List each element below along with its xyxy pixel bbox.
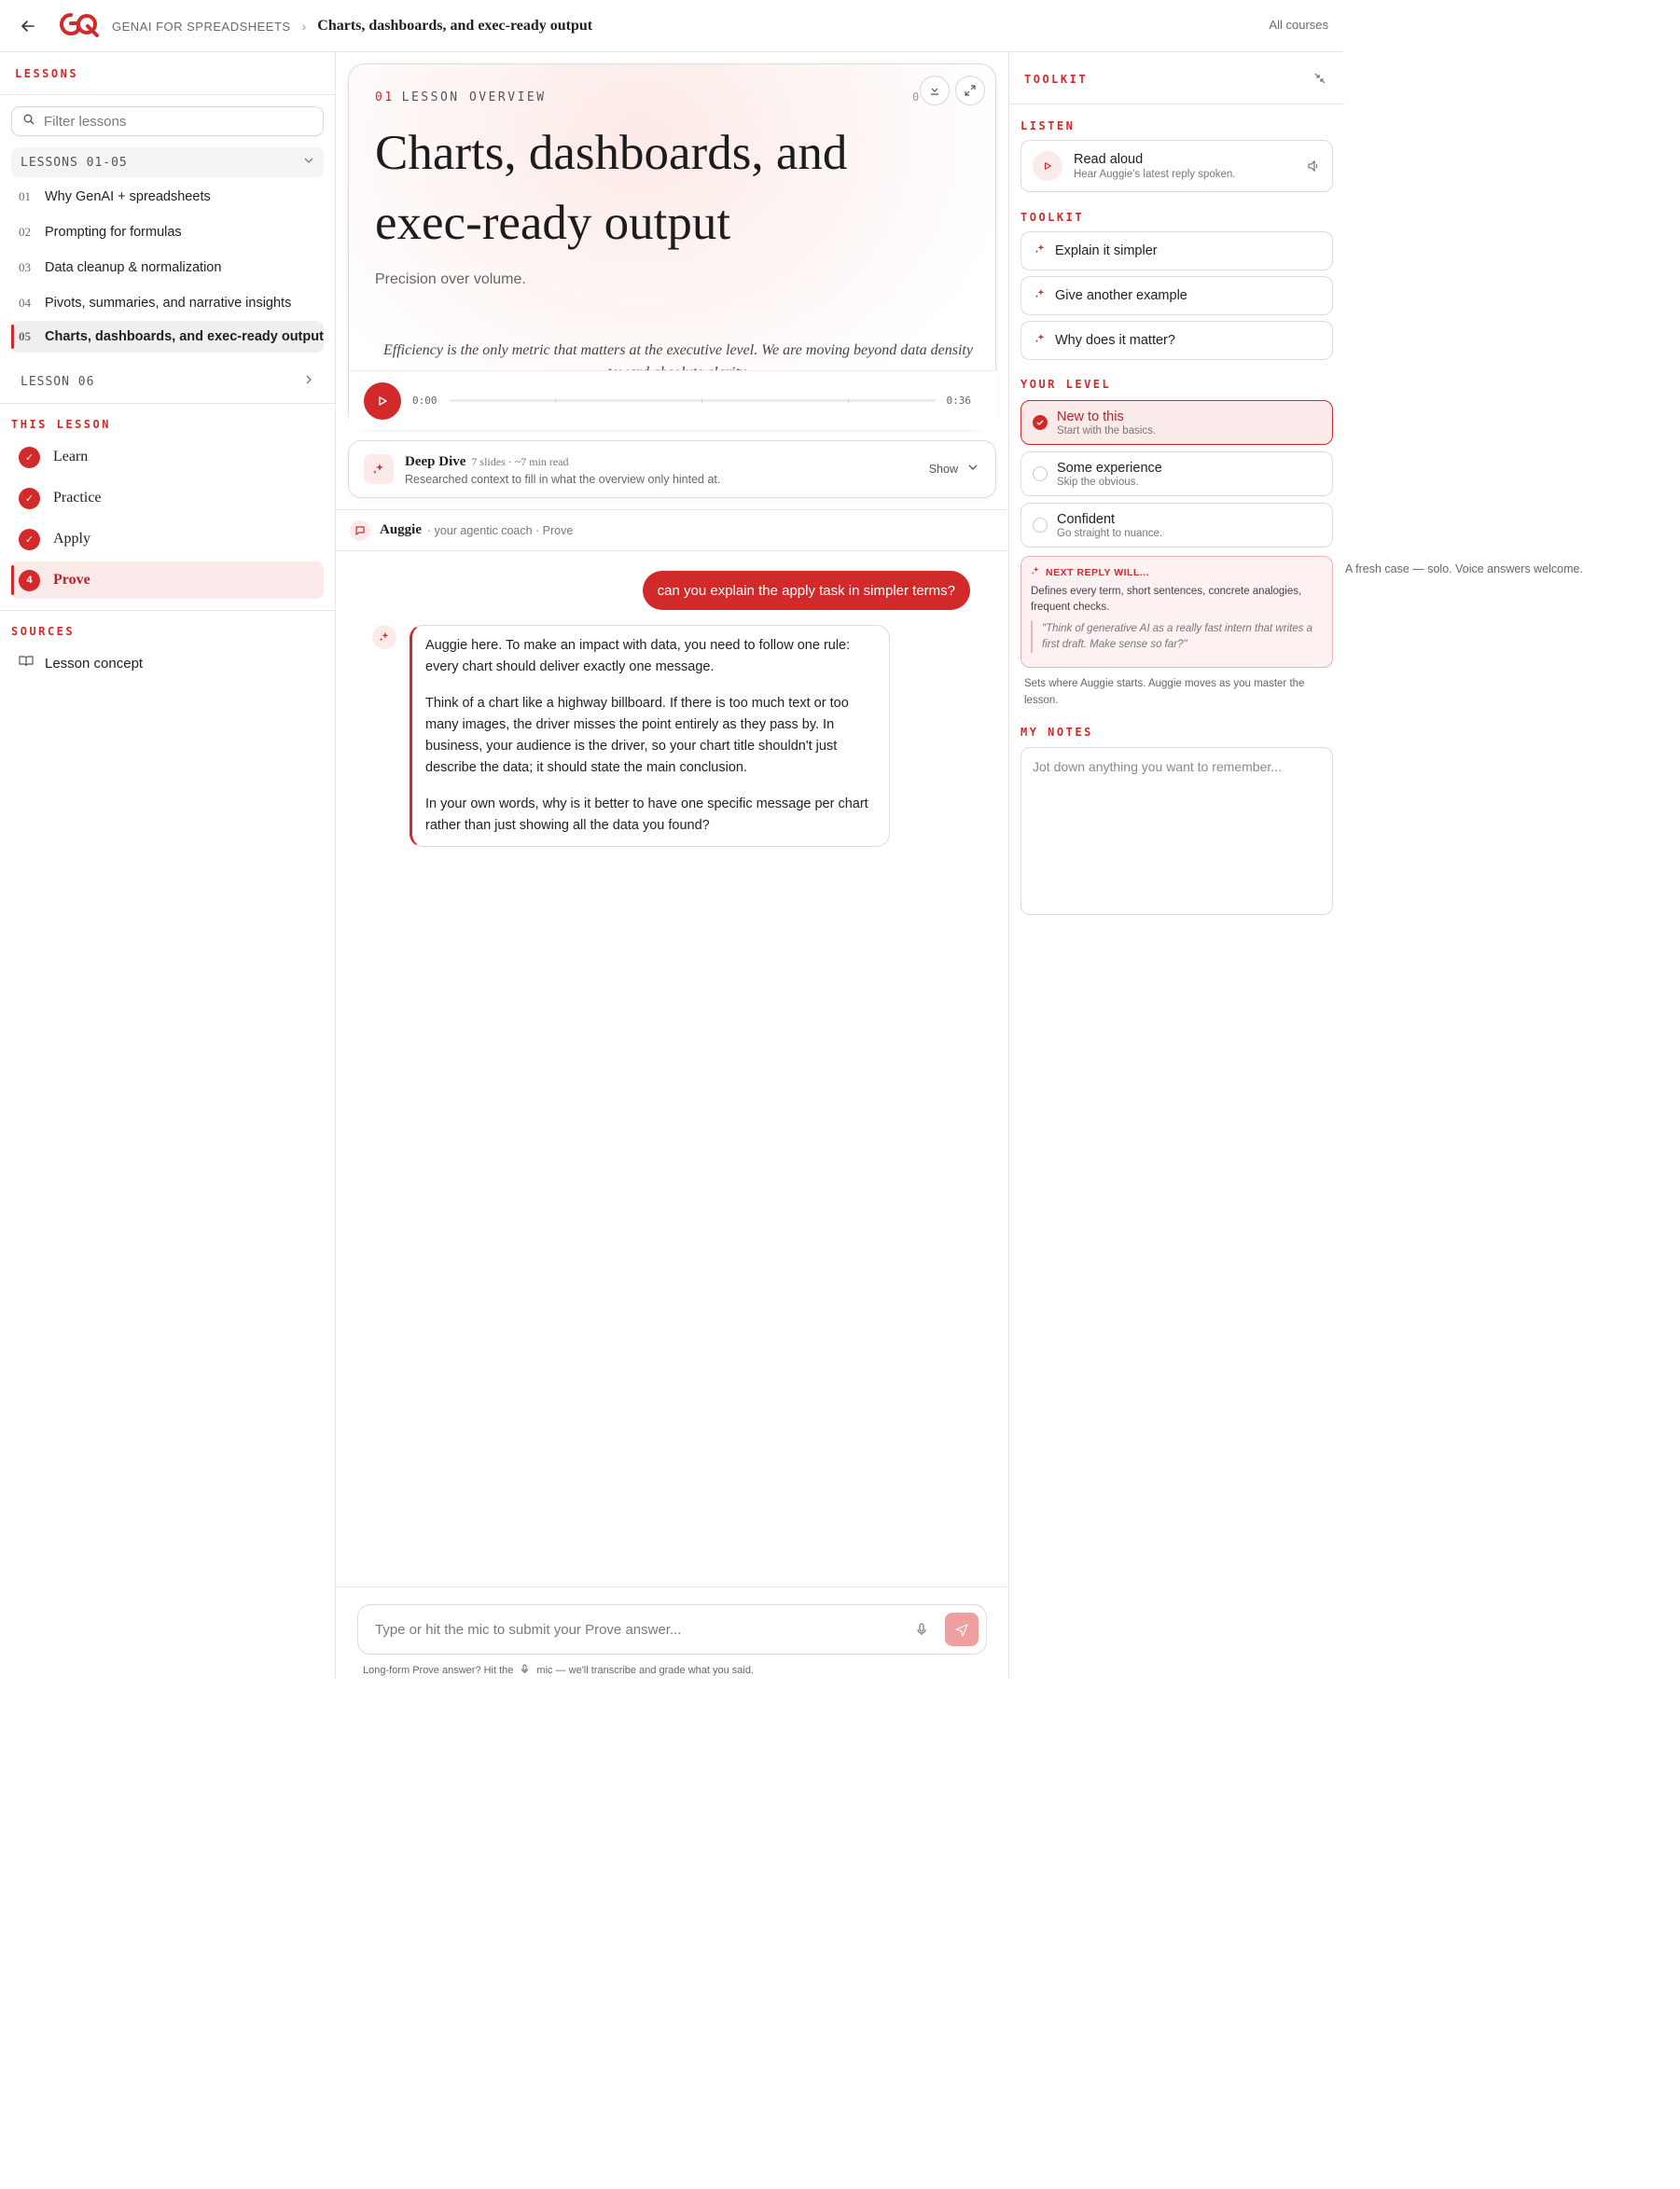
lesson-item-02[interactable]: [11, 216, 324, 248]
toolkit-title: TOOLKIT: [1024, 73, 1089, 86]
overview-number: 01: [375, 90, 395, 104]
lesson-label: Why GenAI + spreadsheets: [45, 189, 211, 204]
level-confident[interactable]: [1020, 503, 1333, 547]
chevron-right-icon: ›: [301, 19, 307, 34]
lesson-number: 03: [19, 260, 31, 274]
overview-subtitle: Precision over volume.: [375, 271, 526, 287]
step-number-badge: 4: [19, 570, 40, 591]
overview-label: LESSON OVERVIEW: [401, 90, 547, 104]
sparkle-icon: [372, 625, 396, 649]
top-bar: [0, 0, 1343, 52]
deep-dive-card[interactable]: [348, 440, 996, 498]
chevron-down-icon: [967, 462, 979, 476]
filter-lessons-field[interactable]: [11, 106, 324, 136]
this-lesson-heading: THIS LESSON: [11, 418, 111, 431]
step-prove[interactable]: [11, 561, 324, 599]
user-message: can you explain the apply task in simpler terms?: [643, 571, 970, 610]
hint-text-before: Long-form Prove answer? Hit the: [363, 1665, 514, 1676]
step-apply[interactable]: [11, 520, 324, 558]
lessons-heading: LESSONS: [15, 67, 79, 80]
slide-counter: 0: [912, 90, 920, 104]
lesson-number: 04: [19, 296, 31, 310]
book-icon: [19, 655, 34, 672]
sparkle-icon: [364, 454, 394, 484]
coach-role: · your agentic coach · Prove: [427, 523, 574, 537]
lesson-item-01[interactable]: [11, 181, 324, 213]
check-icon: ✓: [19, 529, 40, 550]
overview-quote: Efficiency is the only metric that matters at the executive level. We are moving beyond data density: [383, 342, 973, 358]
step-learn[interactable]: [11, 438, 324, 476]
breadcrumb: [112, 0, 592, 52]
check-icon: ✓: [19, 488, 40, 509]
lesson-06-label: LESSON 06: [21, 374, 95, 389]
coach-status: A fresh case — solo. Voice answers welcome.: [1345, 562, 1583, 575]
next-reply-quote: "Think of generative AI as a really fast intern that writes a first draft. Make sense so far?": [1031, 621, 1323, 653]
composer: [337, 1586, 1007, 1679]
play-icon: [377, 395, 388, 407]
sources-heading: SOURCES: [11, 625, 76, 638]
collapse-icon[interactable]: [1311, 69, 1329, 88]
level-sub: Start with the basics.: [1057, 424, 1157, 436]
overview-title: Charts, dashboards, and exec-ready output: [375, 126, 848, 250]
tool-explain-simpler[interactable]: [1020, 231, 1333, 270]
radio-icon: [1033, 518, 1048, 533]
source-lesson-concept[interactable]: [19, 655, 143, 672]
my-notes-heading: MY NOTES: [1020, 726, 1093, 739]
your-level-heading: YOUR LEVEL: [1020, 378, 1112, 391]
divider: [0, 403, 336, 404]
current-time: 0:00: [412, 395, 437, 407]
next-reply-heading: [1031, 566, 1323, 578]
lesson-overview-card: [348, 63, 996, 429]
step-practice[interactable]: [11, 479, 324, 517]
show-label: Show: [928, 462, 958, 476]
answer-input[interactable]: [375, 1622, 908, 1638]
speaker-icon: [1308, 159, 1321, 176]
read-aloud-label: Read aloud: [1074, 152, 1144, 167]
lesson-label: Prompting for formulas: [45, 225, 182, 240]
chat-bubble-icon: [350, 520, 370, 541]
lesson-group-label: LESSONS 01-05: [21, 155, 128, 170]
brand-logo[interactable]: [56, 9, 101, 41]
deep-dive-meta: 7 slides · ~7 min read: [471, 454, 569, 468]
tool-label: Why does it matter?: [1055, 333, 1175, 348]
audio-progress-track[interactable]: [449, 399, 936, 402]
lesson-label: Data cleanup & normalization: [45, 260, 222, 275]
level-some-experience[interactable]: [1020, 451, 1333, 496]
listen-heading: LISTEN: [1020, 119, 1076, 132]
level-new[interactable]: [1020, 400, 1333, 445]
next-reply-description: Defines every term, short sentences, concrete analogies, frequent checks.: [1031, 586, 1302, 613]
coach-name: Auggie: [380, 522, 422, 537]
play-button[interactable]: [364, 382, 401, 420]
level-title: Confident: [1057, 511, 1116, 527]
deep-dive-description: Researched context to fill in what the overview only hinted at.: [405, 472, 721, 486]
answer-box[interactable]: [357, 1604, 987, 1655]
step-label: Prove: [53, 572, 90, 588]
lesson-item-05[interactable]: [11, 321, 324, 353]
breadcrumb-course[interactable]: GENAI FOR SPREADSHEETS: [112, 19, 291, 34]
level-note: Sets where Auggie starts. Auggie moves as you master the lesson.: [1024, 678, 1305, 706]
lesson-group-toggle[interactable]: [11, 147, 324, 177]
composer-hint: [363, 1664, 754, 1677]
lesson-label: Pivots, summaries, and narrative insights: [45, 296, 292, 311]
lesson-number: 05: [19, 329, 31, 343]
overview-kicker: [375, 90, 547, 104]
read-aloud-button[interactable]: [1020, 140, 1333, 192]
chevron-down-icon: [303, 155, 314, 170]
notes-textarea[interactable]: [1020, 747, 1333, 915]
tool-label: Give another example: [1055, 288, 1187, 303]
lesson-06-toggle[interactable]: [11, 366, 324, 397]
send-button[interactable]: [945, 1613, 979, 1646]
deep-dive-title: Deep Dive: [405, 453, 466, 469]
read-aloud-sub: Hear Auggie's latest reply spoken.: [1074, 169, 1236, 180]
lesson-item-04[interactable]: [11, 287, 324, 319]
deep-dive-show-toggle[interactable]: [929, 462, 979, 476]
check-icon: ✓: [19, 447, 40, 468]
step-label: Practice: [53, 490, 102, 506]
lesson-label: Charts, dashboards, and exec-ready output: [45, 329, 324, 344]
assistant-paragraph: Auggie here. To make an impact with data, you need to follow one rule: every chart should deliver exactly one message.: [425, 638, 851, 674]
step-label: Apply: [53, 531, 90, 547]
mic-icon[interactable]: [908, 1615, 936, 1643]
assistant-paragraph: In your own words, why is it better to have one specific message per chart rather than just showing all the data you found?: [425, 797, 868, 833]
next-reply-title: NEXT REPLY WILL...: [1046, 566, 1150, 578]
expand-button[interactable]: [955, 76, 985, 105]
audio-player: [349, 370, 997, 430]
play-icon: [1033, 151, 1062, 181]
lesson-item-03[interactable]: [11, 252, 324, 284]
sparkle-icon: [1034, 288, 1046, 303]
level-sub: Skip the obvious.: [1057, 476, 1139, 488]
divider: [0, 94, 336, 95]
check-icon: [1033, 415, 1048, 430]
lesson-number: 02: [19, 225, 31, 239]
hint-text-after: mic — we'll transcribe and grade what you said.: [536, 1665, 755, 1676]
step-label: Learn: [53, 449, 89, 464]
mic-icon: [521, 1664, 529, 1677]
tool-why-matter[interactable]: [1020, 321, 1333, 360]
radio-icon: [1033, 466, 1048, 481]
tool-label: Explain it simpler: [1055, 243, 1158, 258]
toolkit-subheading: TOOLKIT: [1020, 211, 1085, 224]
divider: [0, 610, 336, 611]
level-sub: Go straight to nuance.: [1057, 527, 1163, 539]
lesson-number: 01: [19, 189, 31, 203]
toolkit-panel: [1008, 52, 1343, 1679]
next-reply-preview: [1020, 556, 1333, 668]
chevron-right-icon: [303, 374, 314, 389]
back-arrow-icon[interactable]: [17, 15, 39, 37]
assistant-paragraph: Think of a chart like a highway billboard. If there is too much text or too many images, the driver misses the point entirely as they pass by. In business, your audience is the driver, so your chart title shouldn't just describe the data; it should state the main conclusion.: [425, 696, 849, 775]
tool-another-example[interactable]: [1020, 276, 1333, 315]
breadcrumb-lesson: Charts, dashboards, and exec-ready output: [317, 18, 593, 34]
sparkle-icon: [1034, 243, 1046, 258]
total-time: 0:36: [946, 395, 971, 407]
search-icon: [23, 113, 35, 130]
send-icon: [955, 1623, 968, 1636]
filter-lessons-input[interactable]: [44, 114, 305, 130]
toolkit-header: [1009, 52, 1344, 104]
assistant-message: [410, 625, 890, 847]
download-button[interactable]: [920, 76, 950, 105]
level-title: Some experience: [1057, 460, 1162, 476]
all-courses-link[interactable]: All courses: [1269, 18, 1328, 32]
lesson-sidebar: [0, 52, 336, 1679]
level-title: New to this: [1057, 409, 1124, 424]
source-label: Lesson concept: [45, 655, 144, 672]
sparkle-icon: [1031, 566, 1040, 578]
sparkle-icon: [1034, 333, 1046, 348]
